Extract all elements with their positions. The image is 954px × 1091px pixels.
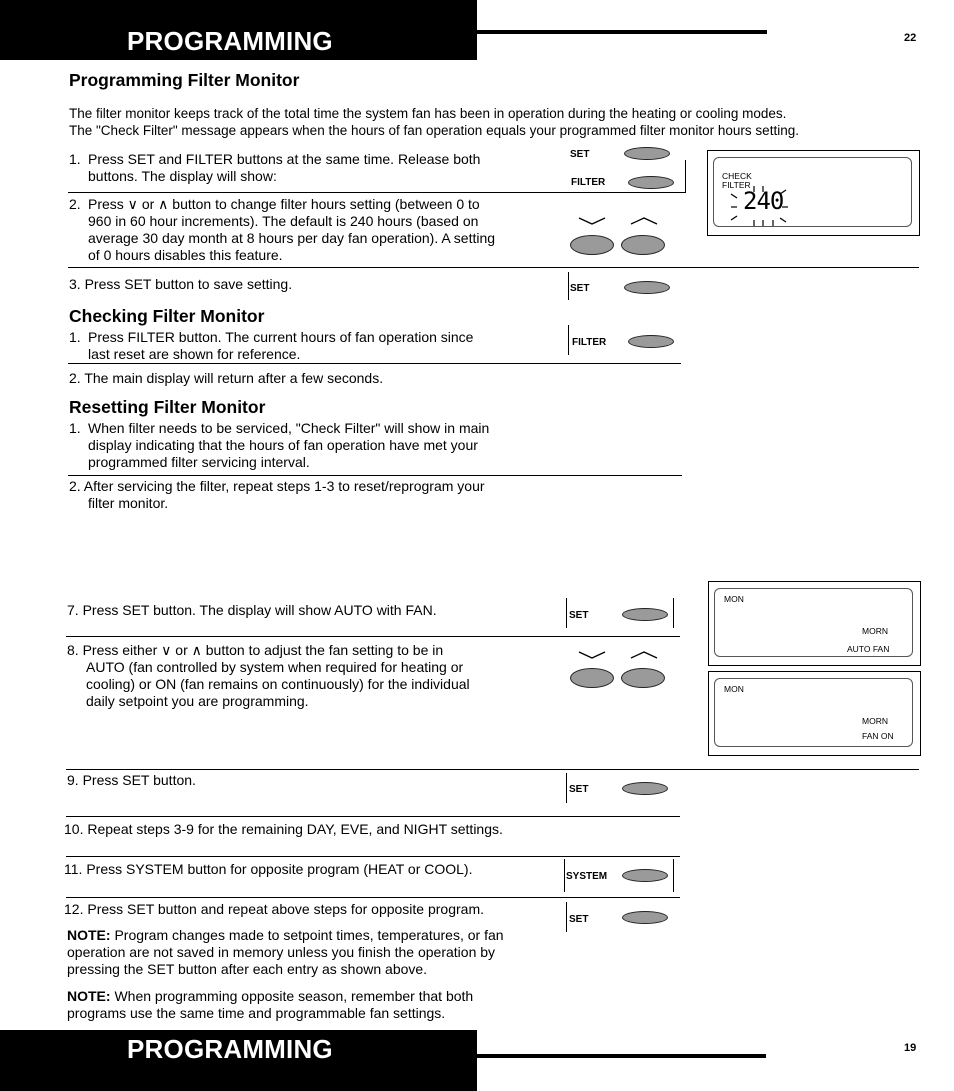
lcd-period: MORN xyxy=(862,716,888,726)
divider xyxy=(66,769,919,770)
step-text: filter monitor. xyxy=(88,495,169,511)
fan-on-lcd-frame xyxy=(708,671,921,756)
step-number: 1. xyxy=(69,420,81,436)
s1-step3: 3. Press SET button to save setting. xyxy=(69,276,293,292)
divider xyxy=(564,859,565,892)
lcd-filter-label: FILTER xyxy=(722,180,751,190)
step-text: When filter needs to be serviced, "Check Filter" will show in main xyxy=(88,420,490,436)
step-text: of 0 hours disables this feature. xyxy=(88,247,283,263)
chevron-up-icon xyxy=(630,650,658,660)
divider xyxy=(568,272,569,300)
down-button[interactable] xyxy=(570,668,614,688)
set-button[interactable] xyxy=(622,782,668,795)
lcd-filter-hours-value: 240 xyxy=(743,187,784,215)
step-number: 1. xyxy=(69,151,81,167)
step-11: 11. Press SYSTEM button for opposite program (HEAT or COOL). xyxy=(64,861,473,877)
intro-line-1: The filter monitor keeps track of the total time the system fan has been in operation during the heating or cooling modes. xyxy=(69,106,787,121)
filter-button[interactable] xyxy=(628,335,674,348)
filter-lcd-frame xyxy=(707,150,920,236)
step-8 xyxy=(67,642,557,712)
section-title-resetting-filter: Resetting Filter Monitor xyxy=(69,397,266,417)
bottom-banner-title: PROGRAMMING xyxy=(127,1034,333,1064)
step-text: Press ∨ or ∧ button to change filter hours setting (between 0 to xyxy=(88,196,480,212)
up-button[interactable] xyxy=(621,235,665,255)
step-text: display indicating that the hours of fan operation have met your xyxy=(88,437,478,453)
up-button[interactable] xyxy=(621,668,665,688)
s3-step2 xyxy=(69,478,559,514)
divider xyxy=(673,859,674,892)
top-page-number: 22 xyxy=(904,32,917,44)
step-12: 12. Press SET button and repeat above steps for opposite program. xyxy=(64,901,484,917)
divider xyxy=(568,325,569,355)
step-text: Press FILTER button. The current hours of fan operation since xyxy=(88,329,474,345)
lcd-fan-mode: AUTO FAN xyxy=(847,644,890,654)
set-button[interactable] xyxy=(624,281,670,294)
divider xyxy=(68,192,685,193)
lcd-day: MON xyxy=(724,594,744,604)
note-1 xyxy=(67,927,557,978)
bottom-header-rule xyxy=(477,1054,766,1058)
bottom-banner xyxy=(0,1030,477,1091)
step-text: last reset are shown for reference. xyxy=(88,346,301,362)
set-button[interactable] xyxy=(622,608,668,621)
note-text: programs use the same time and programmable fan settings. xyxy=(67,1005,446,1021)
step-text: Press SET and FILTER buttons at the same time. Release both xyxy=(88,151,481,167)
step-text: 960 in 60 hour increments). The default is 240 hours (based on xyxy=(88,213,479,229)
set-button[interactable] xyxy=(624,147,670,160)
set-button-label: SET xyxy=(569,914,589,925)
s3-step1 xyxy=(69,420,549,474)
note-text: When programming opposite season, remember that both xyxy=(110,988,474,1004)
note-label: NOTE: xyxy=(67,927,111,943)
note-text: operation are not saved in memory unless you finish the operation by xyxy=(67,944,496,960)
filter-button-label: FILTER xyxy=(572,337,607,348)
chevron-down-icon xyxy=(578,216,606,226)
s1-step1 xyxy=(69,151,539,191)
step-text: buttons. The display will show: xyxy=(88,168,277,184)
note-2 xyxy=(67,988,557,1022)
divider xyxy=(66,856,680,857)
set-button-label: SET xyxy=(569,610,589,621)
step-text: 2. After servicing the filter, repeat steps 1-3 to reset/reprogram your xyxy=(69,478,485,494)
lcd-period: MORN xyxy=(862,626,888,636)
top-banner xyxy=(0,0,477,60)
fan-on-lcd-screen xyxy=(714,678,913,747)
step-9: 9. Press SET button. xyxy=(67,772,196,788)
section-title-checking-filter: Checking Filter Monitor xyxy=(69,306,265,326)
divider xyxy=(66,897,680,898)
top-header-rule xyxy=(477,30,767,34)
divider xyxy=(673,598,674,628)
intro-line-2: The "Check Filter" message appears when the hours of fan operation equals your programmed filter monitor hours setting. xyxy=(69,123,799,138)
set-button-label: SET xyxy=(570,283,590,294)
step-7: 7. Press SET button. The display will show AUTO with FAN. xyxy=(67,602,437,618)
down-button[interactable] xyxy=(570,235,614,255)
filter-button[interactable] xyxy=(628,176,674,189)
divider xyxy=(566,773,567,803)
system-button[interactable] xyxy=(622,869,668,882)
chevron-up-icon xyxy=(630,216,658,226)
auto-fan-lcd-frame xyxy=(708,581,921,666)
step-text: 8. Press either ∨ or ∧ button to adjust the fan setting to be in xyxy=(67,642,444,658)
bottom-page-number: 19 xyxy=(904,1042,917,1054)
step-text: programmed filter servicing interval. xyxy=(88,454,310,470)
divider xyxy=(66,816,680,817)
lcd-check-label: CHECK xyxy=(722,171,752,181)
top-banner-title: PROGRAMMING xyxy=(127,26,333,56)
chevron-down-icon xyxy=(578,650,606,660)
filter-button-label: FILTER xyxy=(571,177,606,188)
set-button-label: SET xyxy=(570,149,590,160)
note-text: pressing the SET button after each entry as shown above. xyxy=(67,961,428,977)
divider xyxy=(685,160,686,193)
divider xyxy=(566,902,567,932)
step-text: cooling) or ON (fan remains on continuously) for the individual xyxy=(86,676,470,692)
set-button[interactable] xyxy=(622,911,668,924)
s1-step2 xyxy=(69,196,549,266)
step-text: AUTO (fan controlled by system when required for heating or xyxy=(86,659,464,675)
section-title-programming-filter: Programming Filter Monitor xyxy=(69,70,300,90)
s2-step1 xyxy=(69,329,549,365)
divider xyxy=(566,598,567,628)
divider xyxy=(68,363,681,364)
step-number: 2. xyxy=(69,196,81,212)
divider xyxy=(66,636,680,637)
note-label: NOTE: xyxy=(67,988,111,1004)
filter-lcd-screen xyxy=(713,157,912,227)
auto-fan-lcd-screen xyxy=(714,588,913,657)
step-10: 10. Repeat steps 3-9 for the remaining DAY, EVE, and NIGHT settings. xyxy=(64,821,503,837)
lcd-fan-mode: FAN ON xyxy=(862,731,894,741)
step-text: daily setpoint you are programming. xyxy=(86,693,309,709)
step-number: 1. xyxy=(69,329,81,345)
s2-step2: 2. The main display will return after a few seconds. xyxy=(69,370,384,386)
lcd-day: MON xyxy=(724,684,744,694)
step-text: average 30 day month at 8 hours per day fan operation). A setting xyxy=(88,230,496,246)
set-button-label: SET xyxy=(569,784,589,795)
divider xyxy=(68,267,919,268)
system-button-label: SYSTEM xyxy=(566,871,608,882)
note-text: Program changes made to setpoint times, temperatures, or fan xyxy=(110,927,504,943)
divider xyxy=(68,475,682,476)
